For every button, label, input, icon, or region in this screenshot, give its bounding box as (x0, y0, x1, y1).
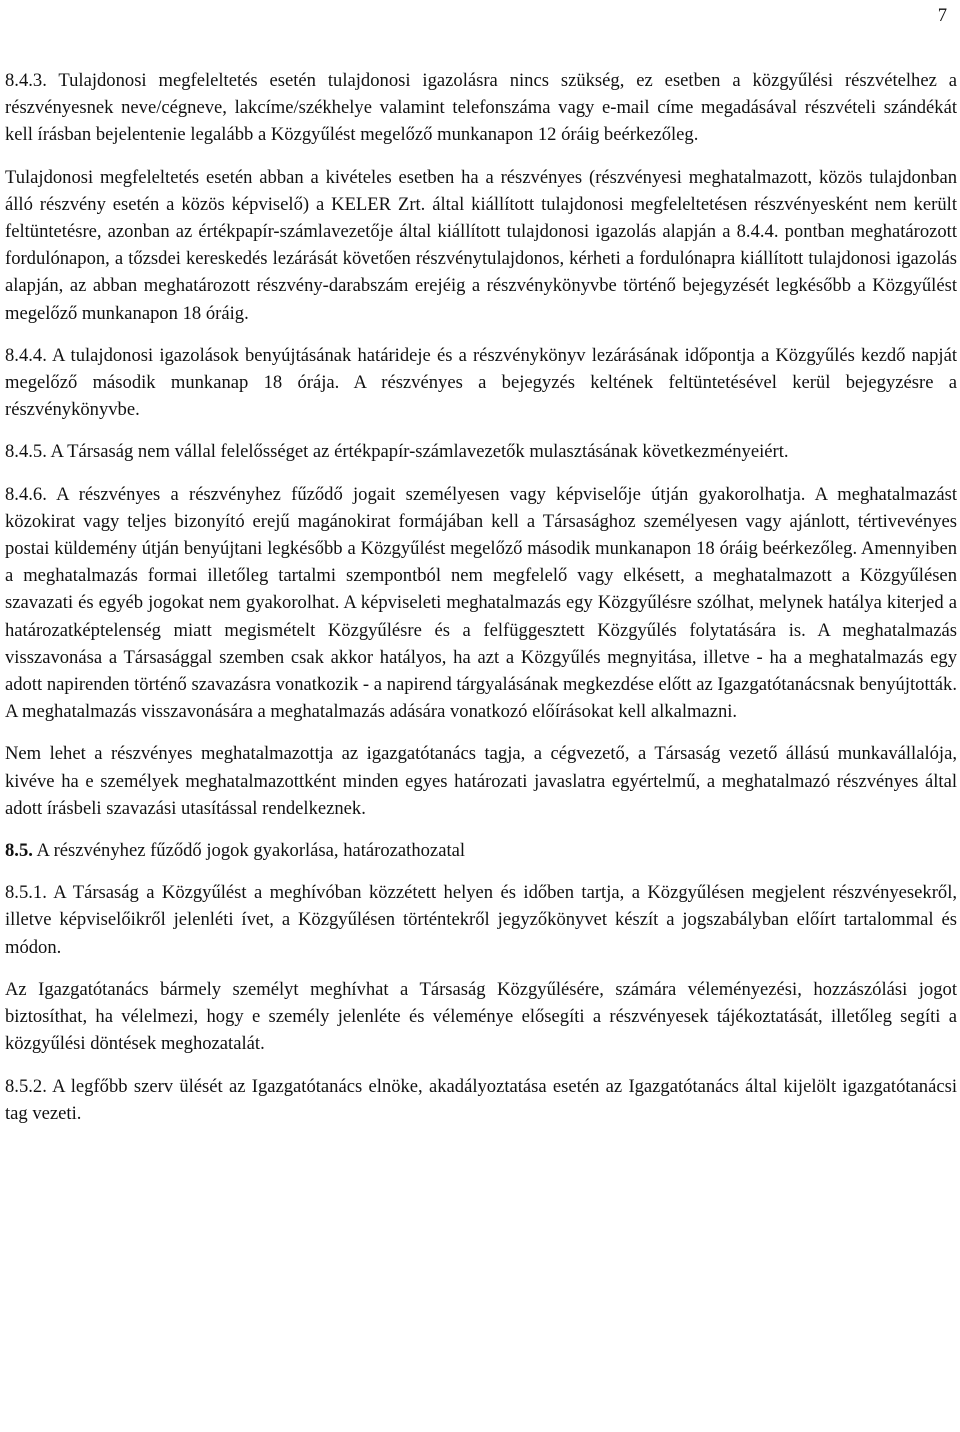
section-number: 8.4.3. (5, 70, 47, 91)
section-number: 8.5.2. (5, 1075, 47, 1097)
paragraph-8-4-6 (5, 481, 957, 726)
document-body (5, 67, 957, 1142)
paragraph-proxy-restriction (5, 740, 957, 822)
section-number: 8.4.5. (5, 441, 47, 463)
section-number: 8.5. (5, 840, 33, 862)
paragraph-text: A részvényes a részvényhez fűződő jogait személyesen vagy képviselője útján gyakorolhatja. A meghatalmazást közokirat vagy teljes bizonyító erejű magánokirat formájában kell a Társasághoz személyesen vagy ajánlott, tértivevényes postai küldemény útján benyújtani legkésőbb a Közgyűlést megelőző második munkanapon 18 óráig beérkezőleg. Amennyiben a meghatalmazás formai illetőleg tartalmi szempontból nem megfelelő vagy elkésett, a meghatalmazott a Közgyűlésen szavazati és egyéb jogokat nem gyakorolhat. A képviseleti meghatalmazás egy Közgyűlésre szólhat, melynek hatálya kiterjed a határozatképtelenség miatt megismételt Közgyűlésre és a felfüggesztett Közgyűlés folytatására is. A meghatalmazás visszavonása a Társasággal szemben csak akkor hatályos, ha azt a Közgyűlés megnyitása, illetve - ha a meghatalmazás egy adott napirenden történő szavazásra vonatkozik - a napirend tárgyalásának megkezdése előtt az Igazgatótanácsnak benyújtották. A meghatalmazás visszavonására a meghatalmazás adására vonatkozó előírásokat kell alkalmazni. (5, 483, 957, 723)
paragraph-keler-exception (5, 164, 957, 327)
paragraph-text: A legfőbb szerv ülését az Igazgatótanács elnöke, akadályoztatása esetén az Igazgatótanács által kijelölt igazgatótanácsi tag vezeti. (5, 1075, 958, 1124)
section-number: 8.4.6. (5, 483, 47, 505)
paragraph-8-4-5 (5, 438, 957, 465)
paragraph-text: A Társaság a Közgyűlést a meghívóban közzétett helyen és időben tartja, a Közgyűlésen megjelent részvényesekről, illetve képviselőikről jelenléti ívet, a Közgyűlésen történtekről jegyzőkönyvet készít a jogszabályban előírt tartalommal és módon. (5, 882, 958, 958)
paragraph-8-4-3 (5, 67, 957, 149)
paragraph-8-4-4 (5, 342, 957, 424)
page-number: 7 (937, 5, 947, 26)
paragraph-text: Az Igazgatótanács bármely személyt meghívhat a Társaság Közgyűlésére, számára véleményezési, hozzászólási jogot biztosíthat, ha vélelmezi, hogy e személy jelenléte és véleménye elősegíti a részvényesek tájékoztatását, illetőleg segíti a közgyűlési döntések meghozatalát. (5, 978, 957, 1055)
paragraph-8-5-1 (5, 879, 957, 961)
section-heading-8-5 (5, 837, 957, 864)
section-number: 8.5.1. (5, 882, 47, 904)
paragraph-text: Tulajdonosi megfeleltetés esetén tulajdonosi igazolásra nincs szükség, ez esetben a közgyűlési részvételhez a részvényesnek neve/cégneve, lakcíme/székhelye valamint telefonszáma vagy e-mail címe megadásával részvételi szándékát kell írásban bejelentenie legalább a Közgyűlést megelőző munkanapon 12 óráig beérkezőleg. (5, 70, 957, 146)
paragraph-text: A tulajdonosi igazolások benyújtásának határideje és a részvénykönyv lezárásának időpontja a Közgyűlés kezdő napját megelőző második munkanap 18 órája. A részvényes a bejegyzés keltének feltüntetésével kerül bejegyzésre a részvénykönyvbe. (5, 344, 958, 421)
paragraph-text: Nem lehet a részvényes meghatalmazottja az igazgatótanács tagja, a cégvezető, a Társaság vezető állású munkavállalója, kivéve ha e személyek meghatalmazottként minden egyes határozati javaslatra egyértelmű, a meghatalmazó részvényes által adott írásbeli szavazási utasítással rendelkeznek. (5, 743, 957, 819)
paragraph-8-5-2 (5, 1073, 957, 1127)
section-number: 8.4.4. (5, 344, 47, 366)
paragraph-text: Tulajdonosi megfeleltetés esetén abban a kivételes esetben ha a részvényes (részvényesi meghatalmazott, közös tulajdonban álló részvény esetén a közös képviselő) a KELER Zrt. által kiállított tulajdonosi megfeleltetésen részvényesként nem került feltüntetésre, azonban az értékpapír-számlavezetője által kiállított tulajdonosi igazolás alapján a 8.4.4. pontban meghatározott fordulónapon, a tőzsdei kereskedés lezárását követően részvénytulajdonos, kérheti a fordulónapra kiállított tulajdonosi igazolás alapján, az abban meghatározott részvény-darabszám erejéig a részvénykönyvbe történő bejegyzését legkésőbb a Közgyűlést megelőző munkanapon 18 óráig. (5, 166, 957, 324)
paragraph-invitation (5, 976, 957, 1058)
paragraph-text: A Társaság nem vállal felelősséget az értékpapír-számlavezetők mulasztásának következményeiért. (50, 441, 789, 463)
section-title: A részvényhez fűződő jogok gyakorlása, határozathozatal (36, 840, 466, 862)
